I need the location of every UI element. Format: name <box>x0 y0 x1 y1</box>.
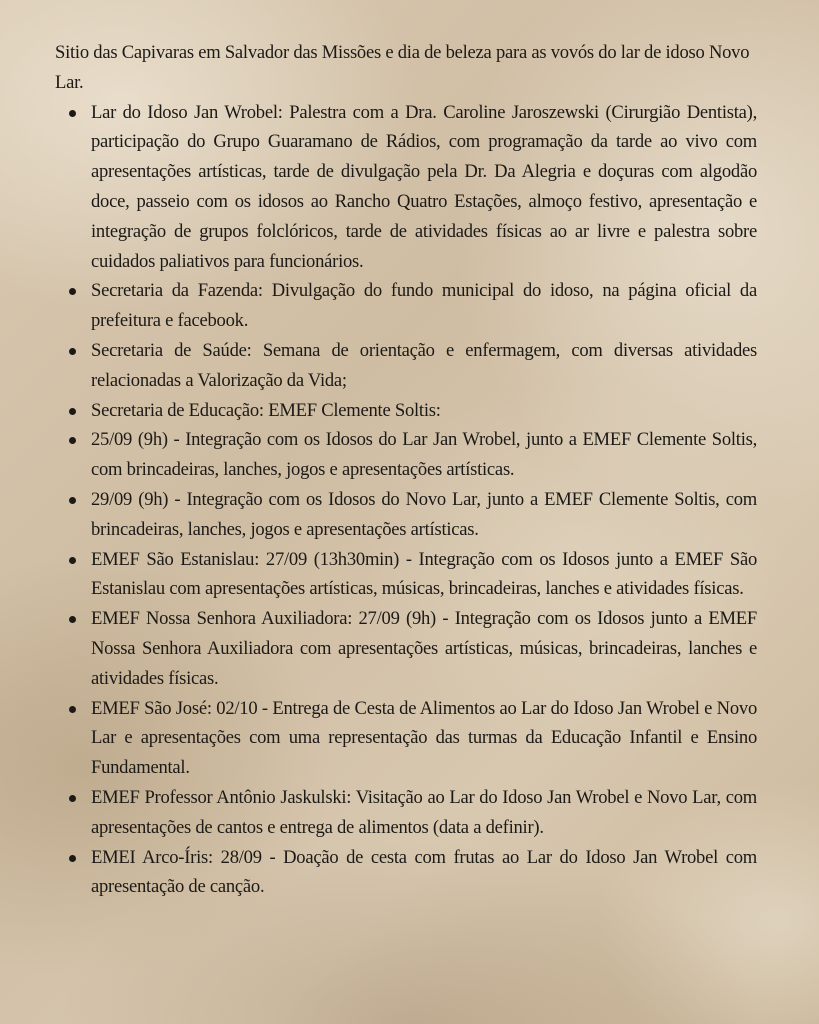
activity-list <box>55 98 757 903</box>
intro-paragraph: Sitio das Capivaras em Salvador das Missões e dia de beleza para as vovós do lar de idoso Novo Lar. <box>55 42 750 93</box>
list-item: EMEF São Estanislau: 27/09 (13h30min) - Integração com os Idosos junto a EMEF São Estanislau com apresentações artísticas, músicas, brincadeiras, lanches e atividades físicas. <box>91 545 757 605</box>
list-item: Lar do Idoso Jan Wrobel: Palestra com a Dra. Caroline Jaroszewski (Cirurgião Dentista), participação do Grupo Guaramano de Rádios, com programação da tarde ao vivo com apresentações artísticas, tarde de divulgação pela Dr. Da Alegria e doçuras com algodão doce, passeio com os idosos ao Rancho Quatro Estações, almoço festivo, apresentação e integração de grupos folclóricos, tarde de atividades físicas ao ar livre e palestra sobre cuidados paliativos para funcionários. <box>91 98 757 277</box>
list-item: EMEF São José: 02/10 - Entrega de Cesta de Alimentos ao Lar do Idoso Jan Wrobel e Novo Lar e apresentações com uma representação das turmas da Educação Infantil e Ensino Fundamental. <box>91 694 757 783</box>
list-item: Secretaria de Educação: EMEF Clemente Soltis: <box>91 396 757 426</box>
list-item: EMEI Arco-Íris: 28/09 - Doação de cesta com frutas ao Lar do Idoso Jan Wrobel com apresentação de canção. <box>91 843 757 903</box>
list-item: EMEF Professor Antônio Jaskulski: Visitação ao Lar do Idoso Jan Wrobel e Novo Lar, com apresentações de cantos e entrega de alimentos (data a definir). <box>91 783 757 843</box>
list-item: Secretaria de Saúde: Semana de orientação e enfermagem, com diversas atividades relacionadas a Valorização da Vida; <box>91 336 757 396</box>
list-item: EMEF Nossa Senhora Auxiliadora: 27/09 (9h) - Integração com os Idosos junto a EMEF Nossa Senhora Auxiliadora com apresentações artísticas, músicas, brincadeiras, lanches e atividades físicas. <box>91 604 757 693</box>
list-item: 25/09 (9h) - Integração com os Idosos do Lar Jan Wrobel, junto a EMEF Clemente Soltis, com brincadeiras, lanches, jogos e apresentações artísticas. <box>91 425 757 485</box>
list-item: 29/09 (9h) - Integração com os Idosos do Novo Lar, junto a EMEF Clemente Soltis, com brincadeiras, lanches, jogos e apresentações artísticas. <box>91 485 757 545</box>
list-item: Secretaria da Fazenda: Divulgação do fundo municipal do idoso, na página oficial da prefeitura e facebook. <box>91 276 757 336</box>
